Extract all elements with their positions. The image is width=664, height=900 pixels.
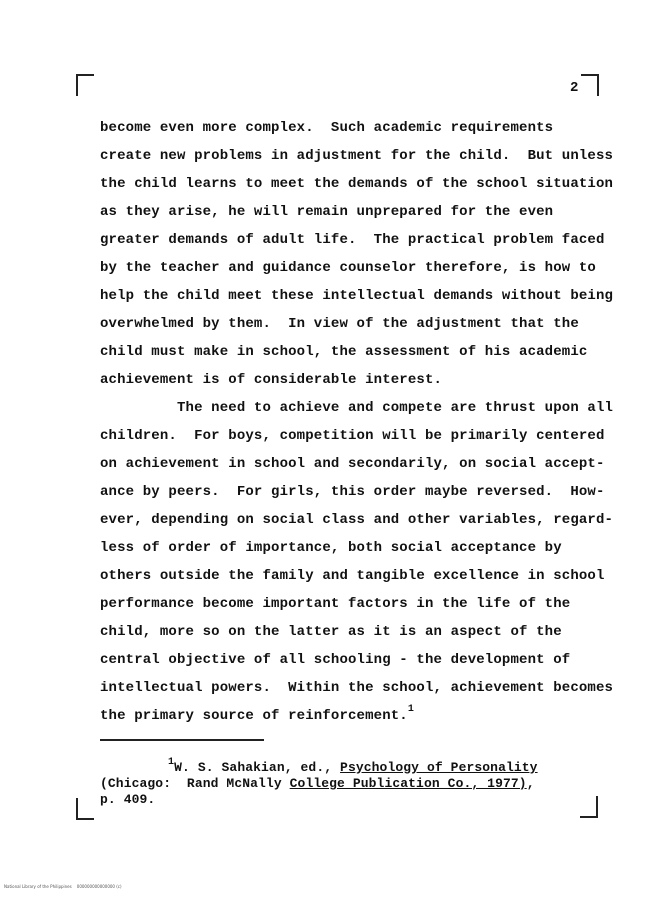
library-stamp: National Library of the Philippines 000000000000000 (c) [4, 884, 122, 889]
text-line: achievement is of considerable interest. [100, 372, 443, 388]
text-line: create new problems in adjustment for the child. But unless [100, 148, 614, 164]
text-line: child must make in school, the assessment of his academic [100, 344, 588, 360]
footnote-publisher: College Publication Co., 1977) [289, 776, 527, 791]
text-line: ance by peers. For girls, this order maybe reversed. How- [100, 484, 605, 500]
text-line: others outside the family and tangible excellence in school [100, 568, 605, 584]
text-line: become even more complex. Such academic requirements [100, 120, 554, 136]
text-line: as they arise, he will remain unprepared for the even [100, 204, 554, 220]
text-line: intellectual powers. Within the school, achievement becomes [100, 680, 614, 696]
footnote-punct: , [526, 776, 535, 791]
text-line: central objective of all schooling - the development of [100, 652, 571, 668]
crop-mark-bottom-right [580, 796, 598, 818]
text-line: on achievement in school and secondarily, on social accept- [100, 456, 605, 472]
text-line: ever, depending on social class and other variables, regard- [100, 512, 614, 528]
text-line: performance become important factors in the life of the [100, 596, 571, 612]
text-line: children. For boys, competition will be primarily centered [100, 428, 605, 444]
text-line: less of order of importance, both social acceptance by [100, 540, 562, 556]
text-line: The need to achieve and compete are thrust upon all [100, 400, 614, 416]
crop-mark-top-right [581, 74, 599, 96]
text-line: help the child meet these intellectual demands without being [100, 288, 614, 304]
footnote-reference: 1 [407, 704, 415, 716]
crop-mark-bottom-left [76, 798, 94, 820]
text-line: greater demands of adult life. The practical problem faced [100, 232, 605, 248]
text-line-last [100, 704, 415, 724]
footnote-separator [100, 739, 264, 741]
footnote-line-3: p. 409. [100, 792, 156, 807]
footnote-line-1 [168, 756, 538, 775]
text-line: overwhelmed by them. In view of the adjustment that the [100, 316, 579, 332]
footnote-line-2 [100, 776, 535, 791]
text-line: child, more so on the latter as it is an aspect of the [100, 624, 562, 640]
text-line-content: the primary source of reinforcement. [100, 708, 408, 724]
text-line: by the teacher and guidance counselor therefore, is how to [100, 260, 596, 276]
footnote-marker: 1 [168, 756, 175, 768]
text-line: the child learns to meet the demands of the school situation [100, 176, 614, 192]
footnote-author: W. S. Sahakian, ed., [174, 760, 341, 775]
footnote-publisher-prefix: (Chicago: Rand McNally [100, 776, 290, 791]
page-number: 2 [570, 80, 579, 96]
footnote-book-title: Psychology of Personality [340, 760, 538, 775]
crop-mark-top-left [76, 74, 94, 96]
